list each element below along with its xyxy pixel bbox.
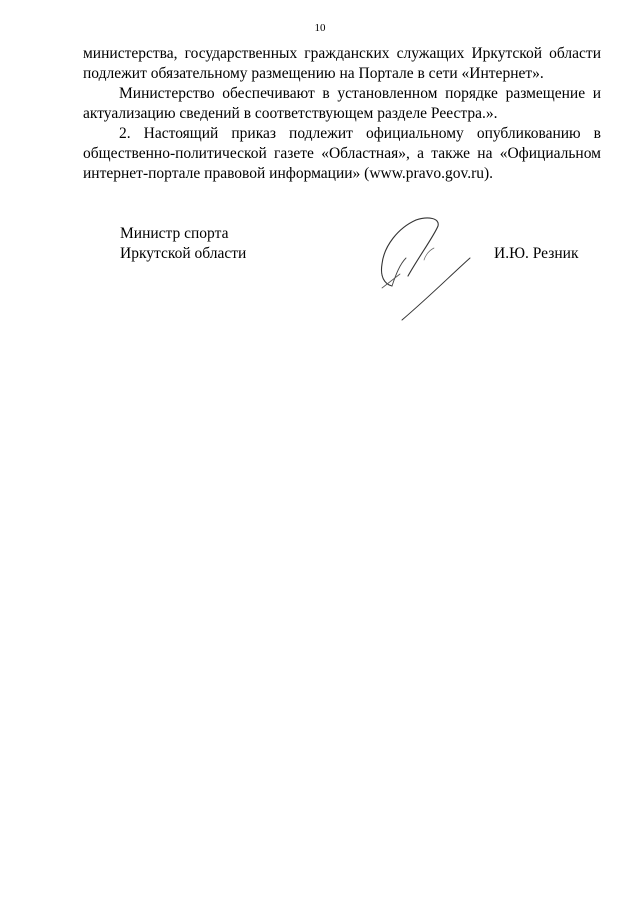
signer-title-line1: Министр спорта: [120, 225, 229, 242]
paragraph-continuation: министерства, государственных гражданских служащих Иркутской области подлежит обязательному размещению на Портале в сети «Интернет».: [83, 45, 601, 82]
paragraph-publication: 2. Настоящий приказ подлежит официальному опубликованию в общественно-политической газете «Областная», а также на «Официальном интернет-портале правовой информации» (www.pravo.gov.ru).: [83, 125, 601, 182]
page-number: 10: [314, 22, 326, 34]
paragraph-ministry-duties: Министерство обеспечивают в установленном порядке размещение и актуализацию сведений в соответствующем разделе Реестра.».: [83, 85, 601, 122]
signature-position: [120, 224, 246, 264]
document-body: [83, 44, 601, 184]
signer-title-line2: Иркутской области: [120, 245, 247, 262]
handwritten-signature: [370, 214, 480, 326]
signer-name: И.Ю. Резник: [494, 245, 579, 262]
